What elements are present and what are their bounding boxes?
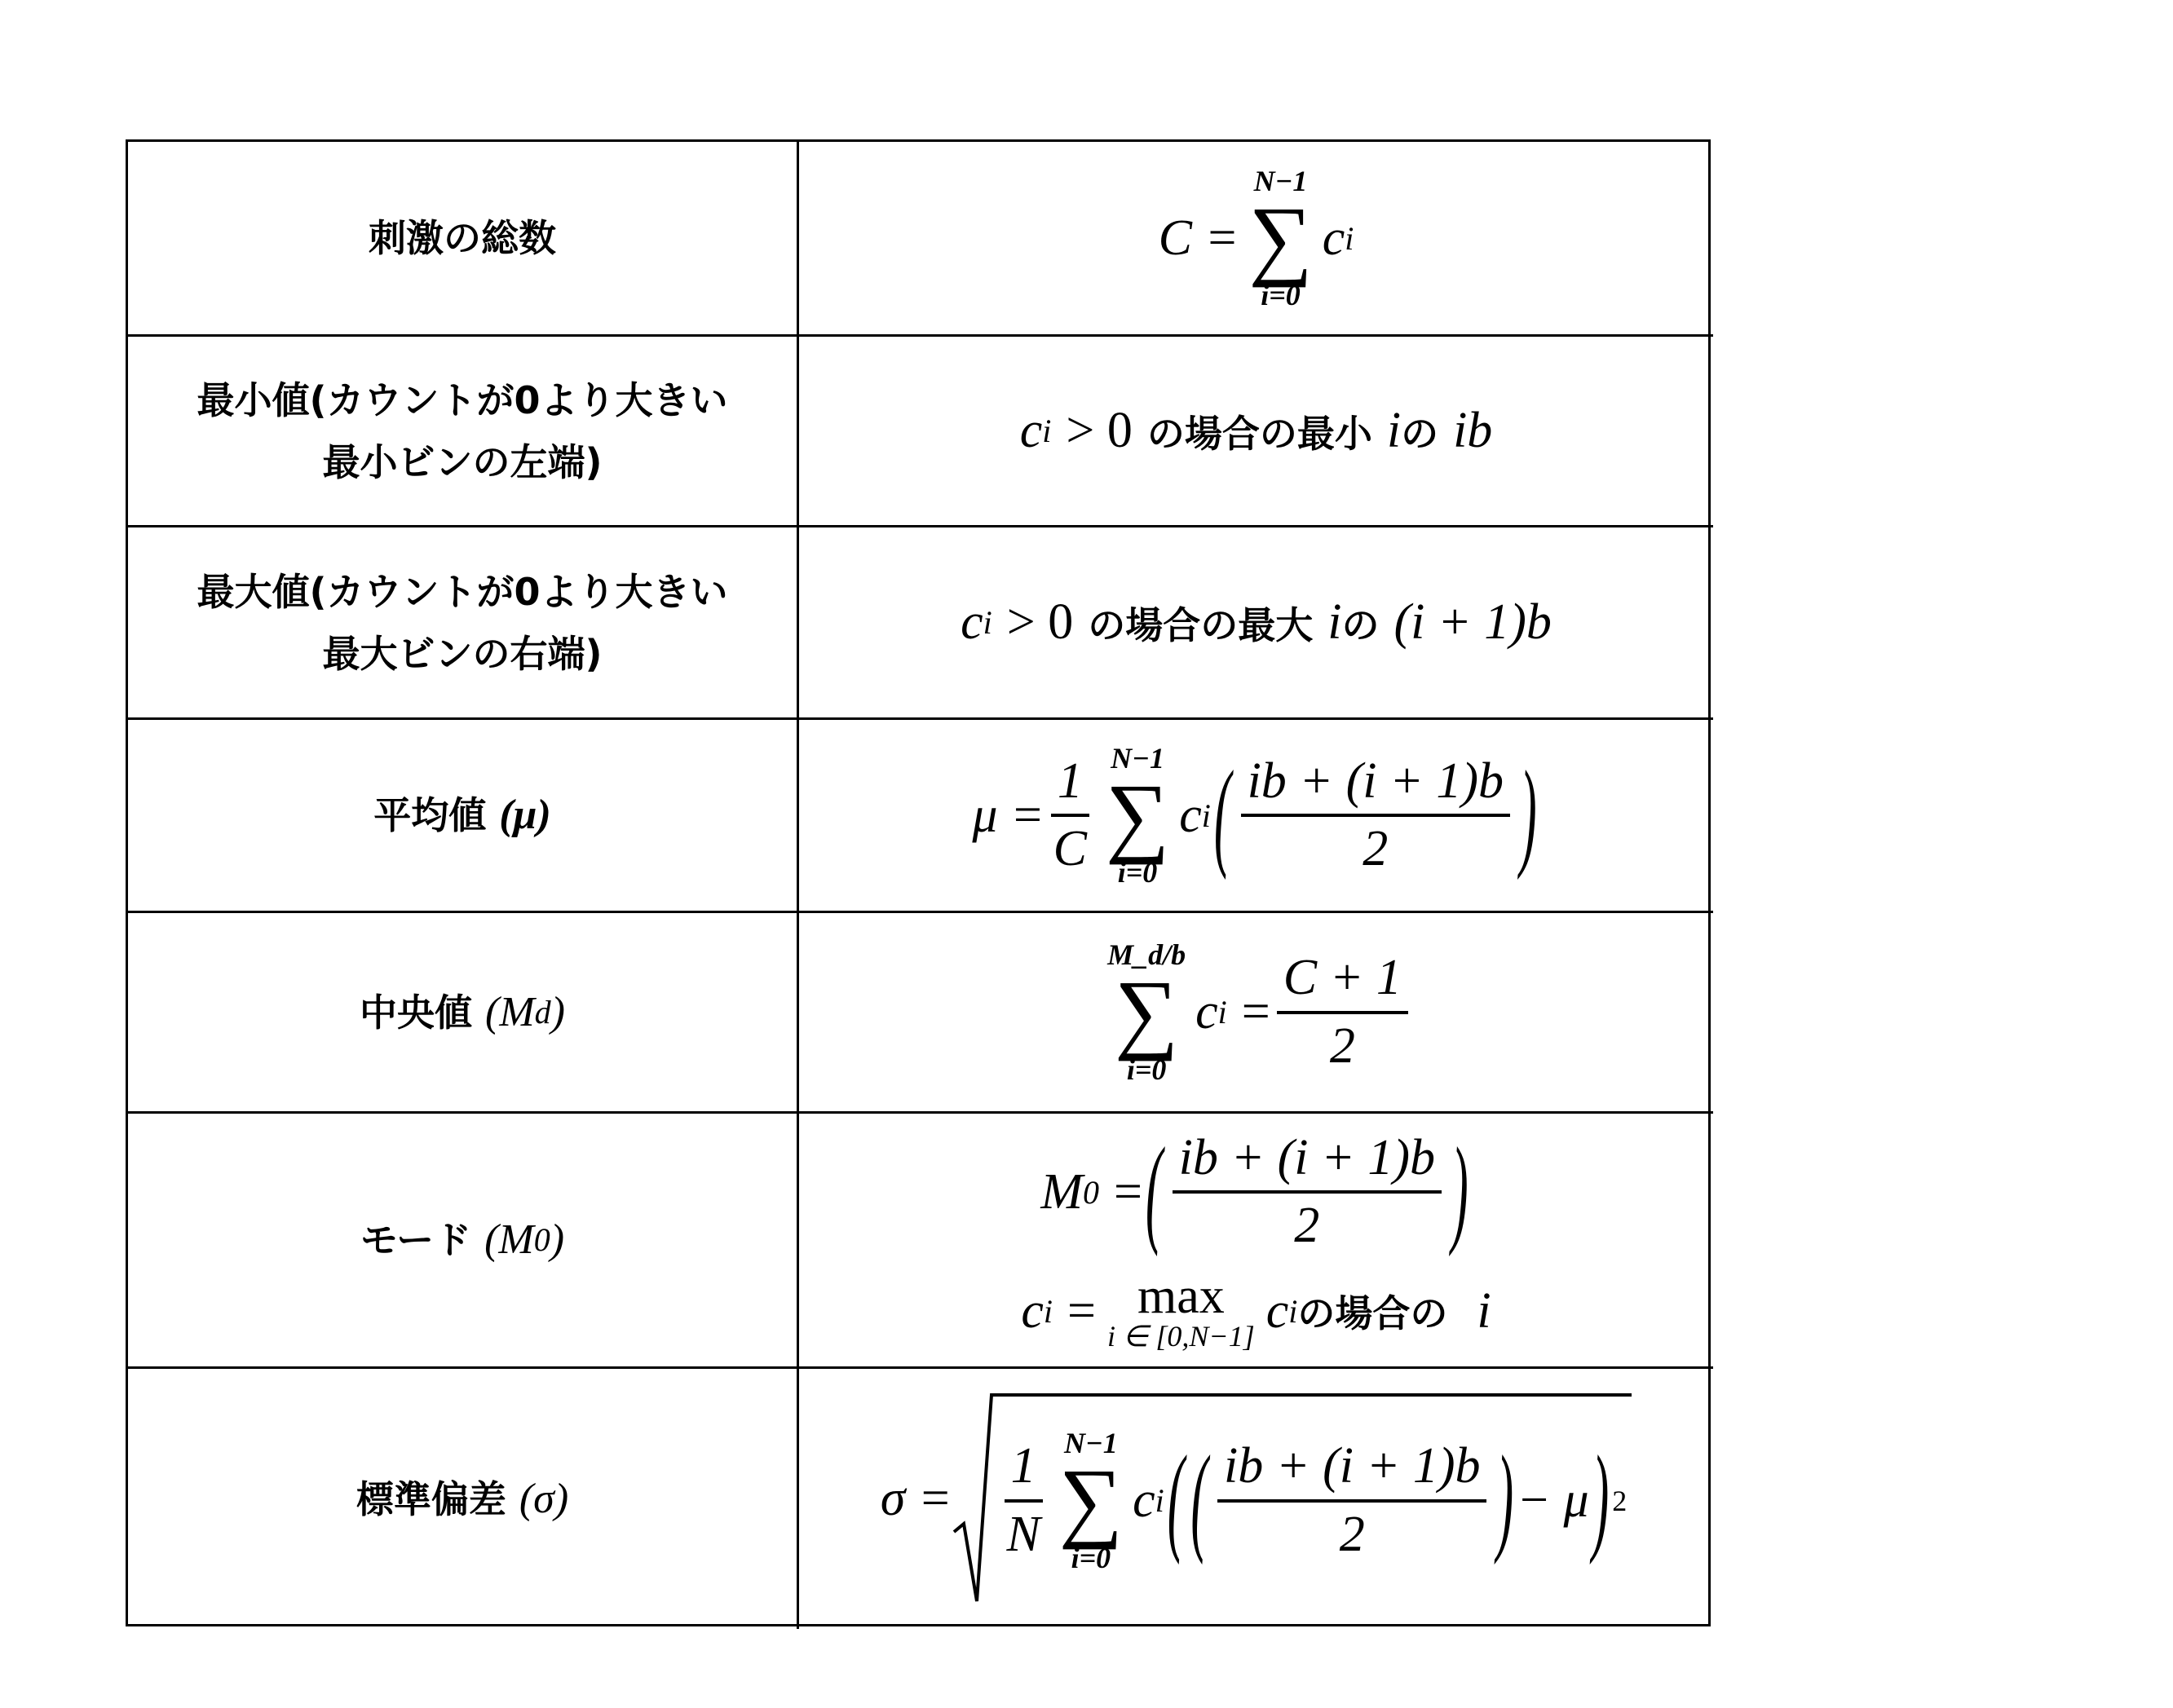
label-max (197, 561, 727, 685)
max-operator (1107, 1271, 1255, 1351)
formula-max (961, 594, 1552, 651)
lhs: C = (1159, 210, 1239, 267)
lhs: μ = (972, 787, 1044, 845)
sym: (M (484, 1209, 534, 1271)
equals: = (1114, 1163, 1142, 1221)
equals: = (1242, 983, 1270, 1041)
label-cell (128, 142, 799, 337)
label-symbol: (σ) (519, 1468, 568, 1530)
term-sub: i (1218, 993, 1227, 1031)
summation (1059, 1428, 1123, 1573)
formula-cell (799, 142, 1713, 337)
sigma-symbol: ∑ (1059, 1458, 1123, 1543)
numerator: ib + (i + 1)b (1173, 1129, 1442, 1194)
label-text: 標準偏差 (356, 1477, 506, 1521)
fraction (1241, 752, 1510, 879)
term: c (1323, 210, 1345, 267)
max: max (1137, 1271, 1225, 1322)
equals: = (1067, 1282, 1096, 1340)
label-text: モード (360, 1218, 471, 1262)
formula-cell (799, 337, 1713, 527)
condition: > 0 (1066, 402, 1132, 460)
right-paren: ) (1496, 1431, 1513, 1569)
label-text: 平均値 (373, 793, 486, 837)
exponent: 2 (1612, 1484, 1627, 1518)
sum-upper: N−1 (1064, 1428, 1118, 1458)
sym-sub: d (535, 982, 551, 1044)
c: c (1021, 1282, 1044, 1340)
term: c (1179, 787, 1202, 845)
jp-text: の場合の最小 (1147, 404, 1372, 458)
c-sub: i (1288, 1292, 1297, 1331)
label-cell (128, 527, 799, 720)
mode-condition (1021, 1271, 1491, 1351)
c-sub: i (983, 603, 992, 642)
numerator: 1 (1005, 1437, 1043, 1502)
right-paren: ) (1451, 1123, 1469, 1261)
label-mean (373, 784, 551, 846)
sum-upper: M_d/b (1107, 940, 1186, 969)
left-paren: ( (1168, 1431, 1185, 1569)
fraction (1005, 1437, 1043, 1564)
label-total: 刺激の総数 (369, 207, 556, 269)
label-line: 最小ビンの左端) (322, 440, 602, 484)
c-sub: i (1042, 412, 1051, 450)
term-sub: i (1155, 1481, 1164, 1520)
formula-stddev (881, 1393, 1632, 1605)
left-paren: ( (1190, 1431, 1208, 1569)
denominator: N (1006, 1503, 1040, 1564)
label-cell (128, 337, 799, 527)
formula-cell (799, 720, 1713, 913)
formula-total (1159, 166, 1354, 311)
square-root (952, 1393, 1632, 1605)
fraction (1217, 1437, 1486, 1564)
term: c (1195, 983, 1218, 1041)
minus-mu: − μ (1517, 1472, 1588, 1529)
summation (1106, 744, 1169, 888)
sigma-symbol: ∑ (1248, 196, 1312, 281)
sigma-symbol: ∑ (1115, 969, 1178, 1055)
lhs-sub: 0 (1083, 1173, 1099, 1211)
formula-cell (799, 1369, 1713, 1629)
c: c (1266, 1282, 1289, 1340)
left-paren: ( (1214, 746, 1231, 885)
term: c (1133, 1472, 1155, 1529)
result: (i + 1)b (1394, 594, 1552, 651)
fraction (1277, 949, 1408, 1075)
statistics-table (126, 139, 1711, 1626)
sym-close: ) (550, 1209, 564, 1271)
summation (1248, 166, 1312, 311)
label-stddev (356, 1468, 568, 1530)
condition: > 0 (1007, 594, 1073, 651)
label-symbol (484, 1209, 564, 1271)
label-symbol (485, 982, 565, 1044)
formula-mode (1021, 1129, 1491, 1352)
label-line: 最大値(カウントが0より大きい (197, 570, 727, 614)
right-paren: ) (1520, 746, 1537, 885)
jp-text: の場合の最大 (1088, 596, 1313, 650)
radicand (993, 1393, 1632, 1605)
mode-equation (1040, 1129, 1471, 1256)
formula-cell (799, 913, 1713, 1114)
denominator: 2 (1340, 1503, 1365, 1564)
label-text: 中央値 (360, 991, 472, 1035)
max-limit: i ∈ [0,N−1] (1107, 1322, 1255, 1351)
label-line: 最大ビンの右端) (322, 632, 602, 676)
formula-median (1098, 940, 1415, 1084)
label-cell (128, 1114, 799, 1369)
sym-close: ) (551, 982, 565, 1044)
i: i (1477, 1282, 1491, 1340)
sigma-symbol: ∑ (1106, 773, 1169, 858)
right-paren: ) (1592, 1431, 1610, 1569)
denominator: 2 (1363, 817, 1388, 878)
term-sub: i (1202, 797, 1211, 835)
sym-sub: 0 (534, 1209, 550, 1271)
jp-text: の (1401, 404, 1438, 458)
formula-min (1020, 402, 1493, 460)
denominator: 2 (1330, 1014, 1355, 1075)
numerator: 1 (1051, 752, 1089, 817)
sum-lower: i=0 (1071, 1543, 1111, 1573)
numerator: C + 1 (1277, 949, 1408, 1013)
sum-lower: i=0 (1261, 280, 1301, 310)
c-sub: i (1044, 1292, 1053, 1331)
sum-upper: N−1 (1254, 166, 1308, 196)
label-cell (128, 1369, 799, 1629)
fraction (1051, 752, 1089, 879)
i: i (1387, 402, 1401, 460)
label-median (360, 982, 565, 1044)
sum-lower: i=0 (1127, 1055, 1167, 1084)
label-line: 最小値(カウントが0より大きい (197, 378, 727, 422)
label-cell (128, 913, 799, 1114)
label-min (197, 369, 727, 493)
sum-lower: i=0 (1118, 858, 1158, 887)
label-cell (128, 720, 799, 913)
left-paren: ( (1146, 1123, 1163, 1261)
fraction (1173, 1129, 1442, 1256)
denominator: C (1053, 817, 1087, 878)
i: i (1327, 594, 1341, 651)
label-mode (360, 1209, 564, 1271)
radical-sign-icon (952, 1393, 993, 1605)
numerator: ib + (i + 1)b (1217, 1437, 1486, 1502)
lhs: M (1040, 1163, 1083, 1221)
term-sub: i (1345, 219, 1354, 258)
result: ib (1453, 402, 1492, 460)
c: c (961, 594, 983, 651)
jp-text: の場合の (1297, 1284, 1447, 1338)
sym: (M (485, 982, 535, 1044)
label-symbol: (μ) (499, 784, 551, 846)
formula-mean (972, 744, 1539, 888)
lhs: σ = (881, 1470, 952, 1528)
jp-text: の (1342, 596, 1380, 650)
summation (1107, 940, 1186, 1084)
denominator: 2 (1294, 1194, 1319, 1255)
sum-upper: N−1 (1111, 744, 1164, 773)
c: c (1020, 402, 1043, 460)
numerator: ib + (i + 1)b (1241, 752, 1510, 817)
formula-cell (799, 1114, 1713, 1369)
formula-cell (799, 527, 1713, 720)
